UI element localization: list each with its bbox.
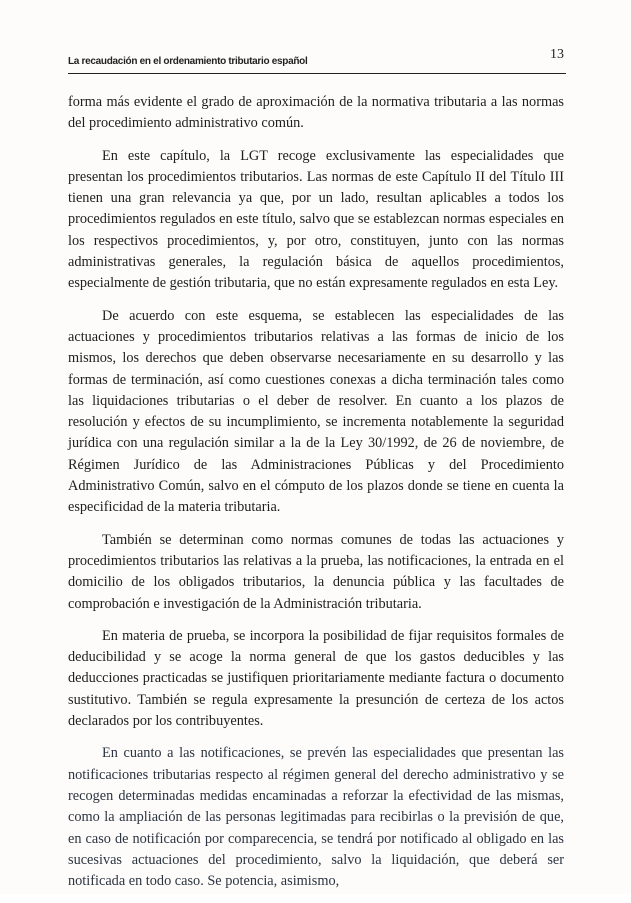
paragraph-5: En materia de prueba, se incorpora la posibilidad de fijar requisitos formales de deducibilidad y se acoge la norma general de que los gastos deducibles y las deducciones practicadas se justifiquen prioritariamente mediante factura o documento sustitutivo. También se regula expresamente la presunción de certeza de los actos declarados por los contribuyentes. [68,627,564,730]
paragraph-6: En cuanto a las notificaciones, se prevén las especialidades que presentan las notificaciones tributarias respecto al régimen general del derecho administrativo y se recogen determinadas medidas encaminadas a reforzar la efectividad de las mismas, como la ampliación de las personas legitimadas para recibirlas o la previsión de que, en caso de notificación por comparecencia, se tendrá por notificado al obligado en las sucesivas actuaciones del procedimiento, salvo la liquidación, que deberá ser notificada en todo caso. Se potencia, asimismo, [68,745,564,890]
paragraph-4: También se determinan como normas comunes de todas las actuaciones y procedimientos tributarios las relativas a la prueba, las notificaciones, la entrada en el domicilio de los obligados tributarios, la denuncia pública y las facultades de comprobación e investigación de la Administración tributaria. [68,531,564,612]
paragraph-1: forma más evidente el grado de aproximación de la normativa tributaria a las normas del procedimiento administrativo común. [68,94,564,132]
paragraph-3: De acuerdo con este esquema, se establecen las especialidades de las actuaciones y procedimientos tributarios relativas a las formas de inicio de los mismos, los derechos que deben observarse necesariamente en su desarrollo y las formas de terminación, así como cuestiones conexas a dicha terminación tales como las liquidaciones tributarias o el deber de resolver. En cuanto a los plazos de resolución y efectos de su incumplimiento, se incrementa notablemente la seguridad jurídica con una regulación similar a la de la Ley 30/1992, de 26 de noviembre, de Régimen Jurídico de las Administraciones Públicas y del Procedimiento Administrativo Común, salvo en el cómputo de los plazos donde se tiene en cuenta la especificidad de la materia tributaria. [68,307,564,516]
running-title: La recaudación en el ordenamiento tributario español [68,56,308,67]
running-header [68,47,566,74]
page-number: 13 [550,47,564,62]
paragraph-2: En este capítulo, la LGT recoge exclusivamente las especialidades que presentan los procedimientos tributarios. Las normas de este Capítulo II del Título III tienen una gran relevancia ya que, por un lado, resultan aplicables a todos los procedimientos regulados en este título, salvo que se establezcan normas especiales en los respectivos procedimientos, y, por otro, constituyen, junto con las normas administrativas generales, la regulación básica de aquellos procedimientos, especialmente de gestión tributaria, que no están expresamente regulados en esta Ley. [68,147,564,292]
body-text [68,92,564,903]
